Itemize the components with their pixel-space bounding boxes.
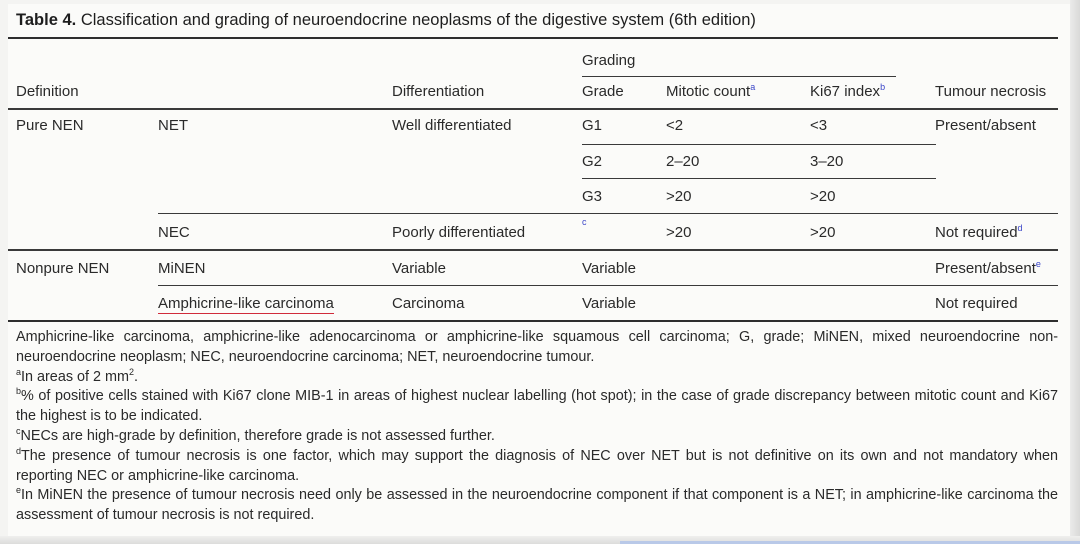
- header-definition: Definition: [16, 83, 79, 100]
- cell-g2-mitotic: 2–20: [666, 153, 700, 170]
- footnote-b-ref: b: [880, 82, 886, 92]
- table-caption: [16, 10, 756, 30]
- cell-amphicrine-necrosis: Not required: [935, 295, 1018, 312]
- footnote-c-ref: c: [582, 217, 587, 227]
- header-mitotic-count: [666, 83, 755, 101]
- cell-g3: G3: [582, 188, 603, 205]
- table-top-rule: [8, 37, 1058, 39]
- header-grading: Grading: [582, 52, 636, 69]
- footnote-e-ref: e: [1035, 259, 1041, 269]
- header-differentiation: Differentiation: [392, 83, 485, 100]
- nec-necrosis-text: Not required: [935, 224, 1018, 241]
- cell-poorly-differentiated: Poorly differentiated: [392, 224, 526, 241]
- cell-pure-nen: Pure NEN: [16, 117, 84, 134]
- cell-amphicrine: [158, 295, 334, 313]
- cell-well-differentiated: Well differentiated: [392, 117, 512, 134]
- cell-g1-mitotic: <2: [666, 117, 684, 134]
- cell-g2: G2: [582, 153, 603, 170]
- header-ki67-label: Ki67 index: [810, 83, 881, 100]
- header-rule: [8, 108, 1058, 110]
- footnote-abbreviations: Amphicrine-like carcinoma, amphicrine-like adenocarcinoma or amphicrine-like squamous cell carcinoma; G, grade; MiNEN, mixed neuroendocrine non-neuroendocrine neoplasm; NEC, neuroendocrine carcinoma; NET, neuroendocrine tumour.: [16, 329, 1058, 365]
- g1-rule: [582, 144, 936, 145]
- footnote-c: $^c$NECs are high-grade by definition, therefore grade is not assessed further.: [16, 426, 495, 444]
- pure-nen-rule: [8, 249, 1058, 251]
- footnote-d-ref: d: [1017, 223, 1023, 233]
- cell-net: NET: [158, 117, 188, 134]
- cell-carcinoma: Carcinoma: [392, 295, 465, 312]
- cell-nec: NEC: [158, 224, 190, 241]
- cell-nec-ki67: >20: [810, 224, 836, 241]
- g2-rule: [582, 178, 936, 179]
- footnote-d: $^d$The presence of tumour necrosis is one factor, which may support the diagnosis of NEC over NET but is not definitive on its own and not mandatory when reporting NEC or amphicrine-like carcinoma.: [16, 445, 1058, 484]
- cell-g3-mitotic: >20: [666, 188, 692, 205]
- footnote-b: $^b$% of positive cells stained with Ki67 clone MIB-1 in areas of highest nuclear labelling (hot spot); in the case of grade discrepancy between mitotic count and Ki67 the highest is to be indicated.: [16, 386, 1058, 425]
- cell-net-necrosis: Present/absent: [935, 117, 1036, 134]
- cell-amphicrine-grade: Variable: [582, 295, 636, 312]
- table-bottom-rule: [8, 320, 1058, 322]
- cell-nec-necrosis: [935, 224, 1023, 242]
- header-ki67-index: [810, 83, 885, 101]
- amphicrine-text: Amphicrine-like carcinoma: [158, 295, 334, 312]
- header-tumour-necrosis: Tumour necrosis: [935, 83, 1047, 100]
- cell-minen-grade: Variable: [582, 260, 636, 277]
- cell-nonpure-nen: Nonpure NEN: [16, 260, 110, 277]
- cell-g3-ki67: >20: [810, 188, 836, 205]
- table-title: Classification and grading of neuroendocrine neoplasms of the digestive system (6th edition): [80, 11, 756, 29]
- cell-g1-ki67: <3: [810, 117, 828, 134]
- minen-necrosis-text: Present/absent: [935, 260, 1036, 277]
- cell-g1: G1: [582, 117, 603, 134]
- table-footnotes: [16, 328, 1058, 526]
- cell-minen-necrosis: [935, 260, 1041, 278]
- cell-minen: MiNEN: [158, 260, 206, 277]
- document-page: [8, 4, 1070, 536]
- header-mitotic-label: Mitotic count: [666, 83, 751, 100]
- cell-g2-ki67: 3–20: [810, 153, 844, 170]
- table-label: Table 4.: [16, 11, 77, 29]
- cell-nec-mitotic: >20: [666, 224, 692, 241]
- cell-nec-grade: [582, 218, 587, 236]
- net-block-rule: [158, 213, 1058, 214]
- grading-underline: [582, 76, 896, 77]
- minen-rule: [158, 285, 1058, 286]
- footnote-e: $^e$In MiNEN the presence of tumour necrosis need only be assessed in the neuroendocrine component if that component is a NET; in amphicrine-like carcinoma the assessment of tumour necrosis is not required.: [16, 485, 1058, 524]
- scan-edge-shadow: [1070, 0, 1080, 544]
- footnote-a-ref: a: [750, 82, 756, 92]
- footnote-a: $^a$In areas of 2 $mm^2$.: [16, 366, 139, 385]
- header-grade: Grade: [582, 83, 624, 100]
- cell-minen-differentiation: Variable: [392, 260, 446, 277]
